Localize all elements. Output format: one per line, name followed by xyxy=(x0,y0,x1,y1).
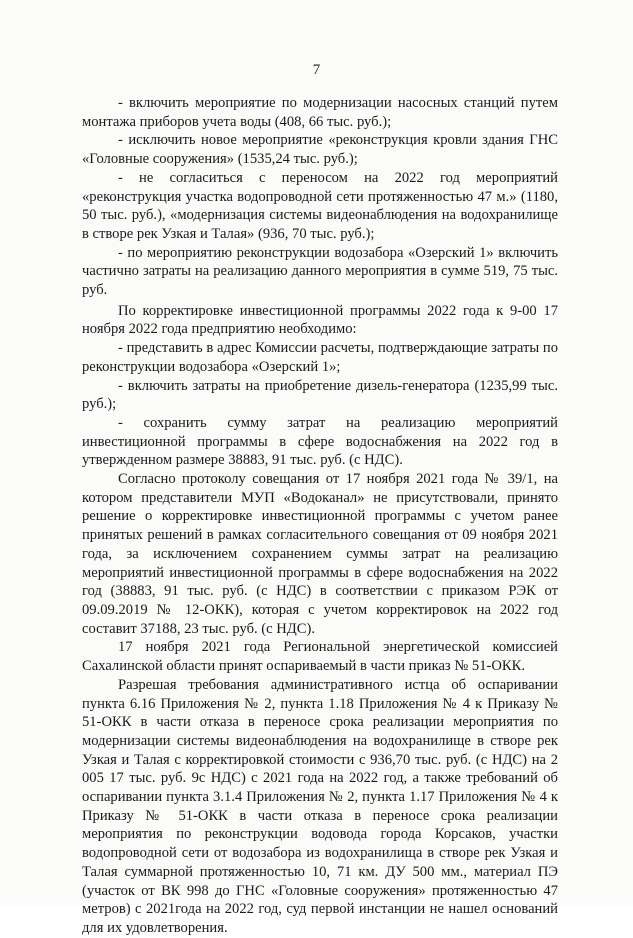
paragraph-3: - не согласиться с переносом на 2022 год мероприятий «реконструкция участка водопроводной сети протяженностью 47 м.» (1180, 50 тыс. руб.), «модернизация системы видеонаблюдения на водохранилище в створе рек Узкая и Талая» (936, 70 тыс. руб.); xyxy=(82,169,558,242)
paragraph-5: По корректировке инвестиционной программы 2022 года к 9-00 17 ноября 2022 года предприятию необходимо: xyxy=(82,302,558,338)
page-number: 7 xyxy=(312,62,321,78)
paragraph-8: - сохранить сумму затрат на реализацию мероприятий инвестиционной программы в сфере водоснабжения на 2022 год в утвержденном размере 38883, 91 тыс. руб. (с НДС). xyxy=(82,414,558,469)
paragraph-1: - включить мероприятие по модернизации насосных станций путем монтажа приборов учета воды (408, 66 тыс. руб.); xyxy=(82,95,558,130)
paragraph-9: Согласно протоколу совещания от 17 ноября 2021 года № 39/1, на котором представители МУП «Водоканал» не присутствовали, принято решение о корректировке инвестиционной программы с учетом ранее принятых решений в рамках согласительного совещания от 09 ноября 2021 года, за исключением сохранением суммы затрат на реализацию мероприятий инвестиционной программы в сфере водоснабжения на 2022 год (38883, 91 тыс. руб. (с НДС) в соответствии с приказом РЭК от 09.09.2019 № 12-ОКК), которая с учетом корректировок на 2022 год составит 37188, 23 тыс. руб. (с НДС). xyxy=(82,471,558,637)
paragraph-6: - представить в адрес Комиссии расчеты, подтверждающие затраты по реконструкции водозабора «Озерский 1»; xyxy=(82,340,558,375)
paragraph-4: - по мероприятию реконструкции водозабора «Озерский 1» включить частично затраты на реализацию данного мероприятия в сумме 519, 75 тыс. руб. xyxy=(82,244,558,299)
paragraph-2: - исключить новое мероприятие «реконструкция кровли здания ГНС «Головные сооружения» (1535,24 тыс. руб.); xyxy=(82,132,558,168)
paragraph-7: - включить затраты на приобретение дизель-генератора (1235,99 тыс. руб.); xyxy=(82,377,558,413)
paragraph-11: Разрешая требования административного истца об оспаривании пункта 6.16 Приложения № 2, пункта 1.18 Приложения № 4 к Приказу № 51-ОКК в части отказа в переносе срока реализации мероприятия по модернизации системы видеонаблюдения на водохранилище в створе рек Узкая и Талая с корректировкой стоимости с 936,70 тыс. руб. (с НДС) на 2 005 17 тыс. руб. 9с НДС) с 2021 года на 2022 год, а также требований об оспаривании пункта 3.1.4 Приложения № 2, пункта 1.17 Приложения № 4 к Приказу № 51-ОКК в части отказа в переносе срока реализации мероприятия по реконструкции водовода города Корсаков, участки водопроводной сети от водозабора из водохранилища в створе рек Узкая и Талая суммарной протяженностью 10, 71 км. ДУ 500 мм., материал ПЭ (участок от ВК 998 до ГНС «Головные сооружения» протяженностью 47 метров) с 2021года на 2022 год, суд первой инстанции не нашел оснований для их удовлетворения. xyxy=(82,676,558,936)
paragraph-10: 17 ноября 2021 года Региональной энергетической комиссией Сахалинской области принят оспариваемый в части приказ № 51-ОКК. xyxy=(82,639,558,675)
document-body xyxy=(82,94,558,938)
